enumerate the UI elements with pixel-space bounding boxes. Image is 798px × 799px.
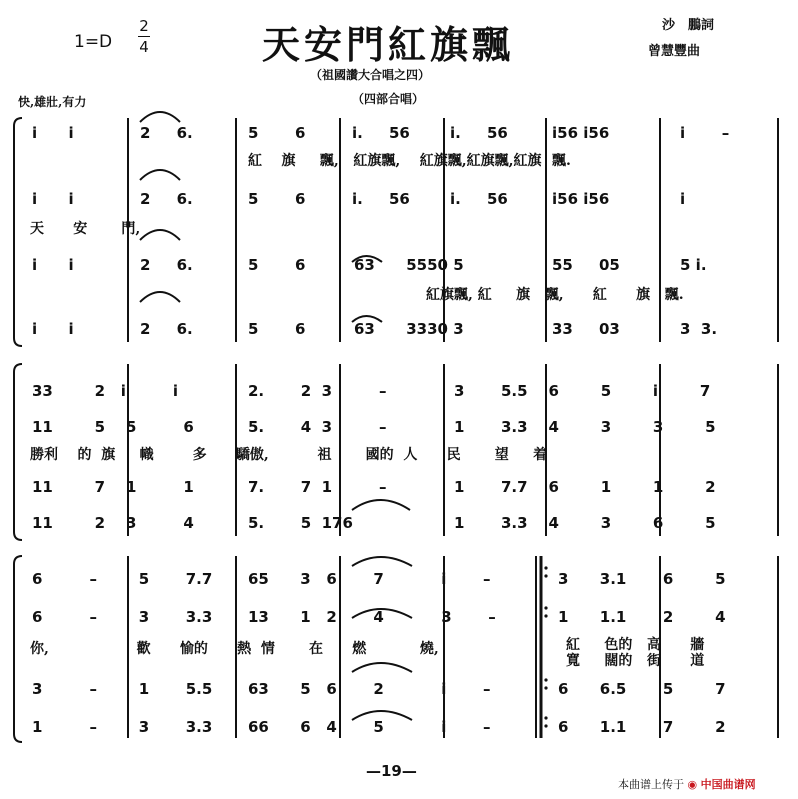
s2-bass-a: 11 2 3 4 <box>32 514 194 532</box>
system2-brace <box>14 364 22 540</box>
song-title: 天安門紅旗飄 <box>262 22 515 67</box>
s1-soprano-m5: i. 56 <box>450 124 508 142</box>
s1-bass-m6: 33 03 <box>552 320 620 338</box>
s1-soprano-m6: i56 i56 <box>552 124 610 142</box>
system3-brace <box>14 556 22 742</box>
s1-alto-m7: i <box>680 190 686 208</box>
s2-tenor-c: 1 7.7 6 1 1 2 <box>454 478 716 496</box>
s1-soprano-m3: 5 6 <box>248 124 306 142</box>
s2-soprano-c: 3 5.5 6 5 i 7 <box>454 382 711 400</box>
s2-alto-c: 1 3.3 4 3 3 5 <box>454 418 716 436</box>
s1-soprano-m4: i. 56 <box>352 124 410 142</box>
s3-alto-c: 1 1.1 2 4 <box>558 608 726 626</box>
s2-bass-b: 5. 5 176 <box>248 514 353 532</box>
s1-alto-m5: i. 56 <box>450 190 508 208</box>
page-number: —19— <box>366 762 417 780</box>
s1-tenor-m1: i i <box>32 256 74 274</box>
s1-lyric-2: 天 安 門, <box>30 221 141 237</box>
system1-brace <box>14 118 22 346</box>
s1-tenor-m4: 63 5550 5 <box>354 256 464 274</box>
s1-bass-m1: i i <box>32 320 74 338</box>
s2-tenor-b: 7. 7 1 – <box>248 478 387 496</box>
key-signature: 1=D <box>74 32 113 52</box>
s1-tenor-m2: 2 6. <box>140 256 193 274</box>
s1-tenor-m6: 55 05 <box>552 256 620 274</box>
s1-bass-m7: 3 3. <box>680 320 718 338</box>
s3-tenor-b: 63 5 6 2 i – <box>248 680 491 698</box>
s1-alto-m6: i56 i56 <box>552 190 610 208</box>
s1-alto-m1: i i <box>32 190 74 208</box>
s2-lyric: 勝利 的 旗 幟 多 驕傲, 祖 國的 人 民 望 着 <box>30 447 548 463</box>
s1-alto-m4: i. 56 <box>352 190 410 208</box>
s1-soprano-m7: i – <box>680 124 730 142</box>
s3-alto-a: 6 – 3 3.3 <box>32 608 213 626</box>
s2-soprano-b: 2. 2 3 – <box>248 382 387 400</box>
s3-soprano-a: 6 – 5 7.7 <box>32 570 213 588</box>
s3-bass-c: 6 1.1 7 2 <box>558 718 726 736</box>
parts-label: （四部合唱） <box>352 92 425 106</box>
s2-soprano-a: 33 2 i i <box>32 382 179 400</box>
s2-alto-a: 11 5 5 6 <box>32 418 194 436</box>
s1-soprano-m1: i i <box>32 124 74 142</box>
s3-lyric-1: 你, 歡 愉的 熱 情 在 燃 燒, <box>30 641 439 657</box>
s1-alto-m3: 5 6 <box>248 190 306 208</box>
s1-lyric-1: 紅 旗 飄, 紅旗飄, 紅旗飄,紅旗飄,紅旗 <box>248 153 542 169</box>
s1-lyric-1b: 飄. <box>552 153 571 169</box>
s3-soprano-b: 65 3 6 7 i – <box>248 570 491 588</box>
s3-lyric-2: 寬 闊的 街 道 <box>566 653 705 669</box>
watermark <box>618 776 756 792</box>
s2-tenor-a: 11 7 1 1 <box>32 478 194 496</box>
tempo-marking: 快,雄壯,有力 <box>18 95 87 109</box>
composer: 曾慧豐曲 <box>648 44 701 59</box>
s1-lyric-3: 紅旗飄, 紅 旗 飄, 紅 旗 飄. <box>426 287 684 303</box>
site-logo-icon: ◉ <box>687 778 698 791</box>
s1-soprano-m2: 2 6. <box>140 124 193 142</box>
s2-bass-c: 1 3.3 4 3 6 5 <box>454 514 716 532</box>
watermark-site: 中国曲谱网 <box>700 778 756 791</box>
s3-lyric-1b: 紅 色的 高 牆 <box>566 637 705 653</box>
time-top: 2 <box>139 17 149 35</box>
s3-bass-a: 1 – 3 3.3 <box>32 718 213 736</box>
s2-alto-b: 5. 4 3 – <box>248 418 387 436</box>
s1-bass-m2: 2 6. <box>140 320 193 338</box>
s3-tenor-c: 6 6.5 5 7 <box>558 680 726 698</box>
s1-bass-m3: 5 6 <box>248 320 306 338</box>
s1-alto-m2: 2 6. <box>140 190 193 208</box>
s3-bass-b: 66 6 4 5 i – <box>248 718 491 736</box>
s1-bass-m4: 63 3330 3 <box>354 320 464 338</box>
s3-alto-b: 13 1 2 4 3 – <box>248 608 496 626</box>
s3-tenor-a: 3 – 1 5.5 <box>32 680 213 698</box>
time-bottom: 4 <box>139 38 149 56</box>
s3-soprano-c: 3 3.1 6 5 <box>558 570 726 588</box>
watermark-prefix: 本曲谱上传于 <box>618 778 684 791</box>
s1-tenor-m7: 5 i. <box>680 256 707 274</box>
lyricist: 沙 鵬詞 <box>662 18 715 33</box>
subtitle: （祖國讚大合唱之四） <box>310 68 431 82</box>
s1-tenor-m3: 5 6 <box>248 256 306 274</box>
